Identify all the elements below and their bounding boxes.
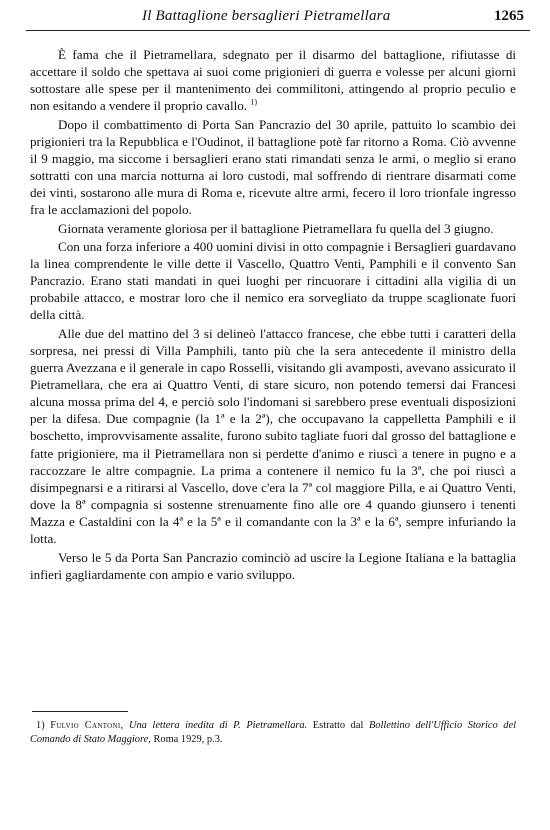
paragraph: Con una forza inferiore a 400 uomini divisi in otto compagnie i Bersaglieri guardavano la linea comprendente le ville dette il Vascello, Quattro Venti, Pamphili e il convento San Pancrazio. Erano stati mandati in quei luoghi per rincuorare i cittadini alla vigilia di un probabile attacco, e mostrar loro che il nemico era sorvegliato da truppe scaglionate fuori della città.	[30, 238, 516, 323]
page-header	[0, 0, 550, 34]
footnote-title: Una lettera inedita di P. Pietramellara.	[128, 720, 308, 731]
paragraph: È fama che il Pietramellara, sdegnato per il disarmo del battaglione, rifiutasse di accettare il soldo che spettava ai suoi come prigionieri di guerra e volesse per alcuni giorni sottostare alle spese per il mantenimento dei commilitoni, attingendo al proprio peculio e non esitando a vendere il proprio cavallo. $^{1)}$	[30, 47, 516, 114]
footnote-place-date: Roma 1929, p.3.	[153, 733, 223, 745]
footnote-extract: Estratto dal	[312, 720, 364, 731]
footnote-rule	[32, 711, 128, 712]
footnote-marker: 1)	[36, 720, 45, 731]
footnote-author: Fulvio Cantoni,	[50, 720, 124, 731]
footnote-journal: Bollettino dell'Ufficio Storico del Comando di Stato Maggiore,	[30, 720, 516, 745]
paragraph: Verso le 5 da Porta San Pancrazio cominciò ad uscire la Legione Italiana e la battaglia infierì gagliardamente con ampio e vario sviluppo.	[30, 549, 516, 582]
paragraph: Dopo il combattimento di Porta San Pancrazio del 30 aprile, pattuito lo scambio dei prigionieri tra la Repubblica e l'Oudinot, il battaglione potè far ritorno a Roma. Ciò avvenne il 9 maggio, ma siccome i bersaglieri erano stati rimandati senza le armi, o meglio si erano sottratti con una marcia notturna ai loro custodi, mal soffrendo di rientrare disarmati come dei vinti, sostarono alle mura di Roma e, ricevute altre armi, fecero il loro trionfale ingresso fra le acclamazioni del popolo.	[30, 116, 516, 218]
paragraph: Giornata veramente gloriosa per il battaglione Pietramellara fu quella del 3 giugno.	[58, 220, 494, 236]
running-title: Il Battaglione bersaglieri Pietramellara	[142, 8, 391, 24]
header-rule	[26, 30, 530, 31]
footnote	[30, 719, 516, 746]
body-text	[30, 46, 516, 584]
paragraph: Alle due del mattino del 3 si delineò l'attacco francese, che ebbe tutti i caratteri della sorpresa, nei pressi di Villa Pamphili, tanto più che la sera antecedente il ministro della guerra Avezzana e il generale in capo Rosselli, visitando gli avamposti, avevano assicurato il Pietramellara, che era ai Quattro Venti, di stare sicuro, non potendo temersi dai Francesi alcuna mossa prima del 4, e perciò solo l'indomani si sarebbero prese eventuali disposizioni per la difesa. Due compagnie (la 1ª e la 2ª), che occupavano la cappelletta Pamphili e il boschetto, improvvisamente assalite, furono subito tagliate fuori dal grosso del battaglione e fatte prigioniere, ma il Pietramellara non si perdette d'animo e riuscì a tenere in pugno e a raccozzare le altre compagnie. La prima a contenere il nemico fu la 3ª, che poi riuscì a disimpegnarsi e a ritirarsi al Vascello, dove c'era la 7ª col maggiore Pilla, e ai Quattro Venti, dove la 8ª compagnia si sostenne strenuamente fino alle ore 4 quando giunsero i tenenti Mazza e Castaldini con la 4ª e la 5ª e il comandante con la 3ª e la 6ª, sempre infuriando la lotta.	[30, 325, 516, 547]
footnote-reference: 1)	[250, 98, 258, 108]
page-number: 1265	[494, 8, 524, 24]
